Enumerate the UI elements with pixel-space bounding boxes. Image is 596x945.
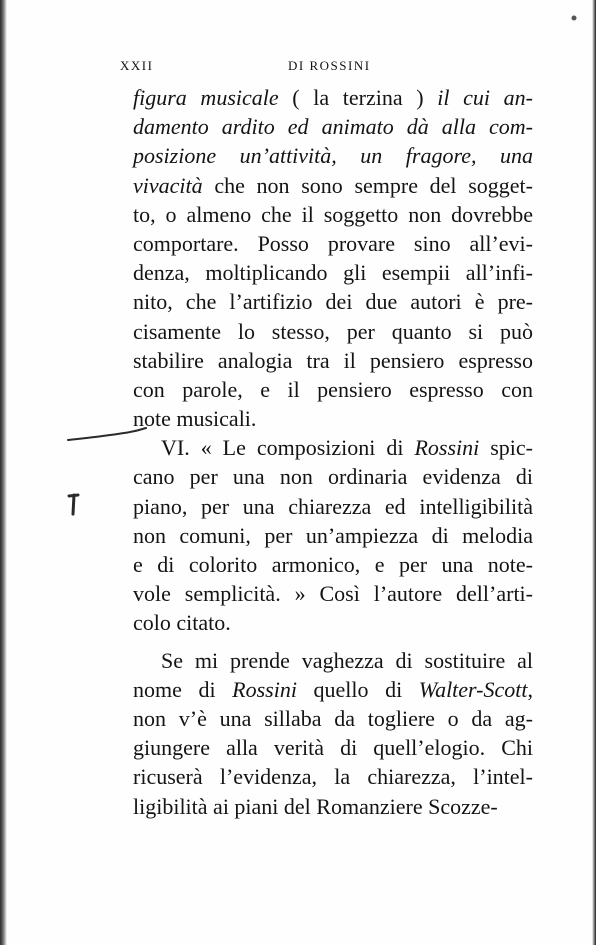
text-run: comportare. Posso provare sino all’evi- [133, 230, 533, 256]
text-line [133, 462, 533, 491]
text-line [133, 521, 533, 550]
text-run: colo citato. [133, 610, 231, 636]
text-run: nome di [133, 676, 233, 702]
running-head: DI ROSSINI [288, 58, 371, 73]
text-run: Se mi prende vaghezza di sostituire al [161, 647, 533, 673]
text-run: giungere alla verità di quell’elogio. Chi [133, 735, 533, 761]
italic-text: posizione un’attività, un fragore, una [133, 143, 533, 169]
text-run: VI. « Le composizioni di [161, 435, 415, 461]
text-line [133, 258, 533, 287]
text-run: cano per una non ordinaria evidenza di [133, 464, 533, 490]
text-line [133, 200, 533, 229]
text-line [133, 646, 533, 675]
text-run: non comuni, per un’ampiezza di melodia [133, 522, 533, 548]
text-line [133, 675, 533, 704]
text-run: note musicali. [133, 406, 257, 432]
page-number: XXII [120, 58, 154, 73]
text-line [133, 141, 533, 170]
text-line [133, 433, 533, 462]
text-run: nito, che l’artifizio dei due autori è pre- [133, 289, 533, 315]
italic-text: figura musicale [133, 85, 279, 110]
text-run: spic- [479, 435, 533, 461]
italic-text: Walter-Scott [418, 676, 528, 702]
text-line [133, 608, 533, 637]
italic-text: Rossini [414, 435, 480, 461]
text-line [133, 579, 533, 608]
text-line [133, 287, 533, 316]
text-run: e di colorito armonico, e per una note- [133, 552, 533, 577]
text-run: cisamente lo stesso, per quanto si può [133, 318, 533, 344]
text-run: che non sono sempre del sogget- [202, 172, 533, 198]
text-line [133, 317, 533, 346]
text-run: denza, moltiplicando gli esempii all’infi- [133, 260, 533, 286]
text-run: non v’è una sillaba da togliere o da ag- [133, 705, 533, 731]
text-run: , [527, 676, 533, 702]
text-line [133, 404, 533, 433]
page-edge-right [592, 0, 596, 945]
page-header [120, 58, 522, 78]
margin-ink-mark [66, 492, 82, 518]
text-line [133, 375, 533, 404]
text-line [133, 112, 533, 141]
text-line [133, 762, 533, 791]
text-run: to, o almeno che il soggetto non dovrebbe [133, 201, 533, 227]
text-run: ( la terzina ) [278, 85, 438, 110]
text-run: stabilire analogia tra il pensiero espresso [133, 347, 533, 373]
text-run: piano, per una chiarezza ed intelligibilità [133, 493, 533, 519]
text-run: con parole, e il pensiero espresso con [133, 376, 533, 402]
body-text [133, 83, 533, 821]
text-run: quello di [296, 676, 419, 702]
text-line [133, 346, 533, 375]
text-line [133, 704, 533, 733]
text-line [133, 83, 533, 112]
italic-text: vivacità [133, 172, 203, 198]
text-line [133, 792, 533, 821]
text-line [133, 171, 533, 200]
text-line [133, 550, 533, 579]
text-run: ricuserà l’evidenza, la chiarezza, l’intel- [133, 764, 533, 790]
italic-text: damento ardito ed animato dà alla com- [133, 114, 533, 140]
text-line [133, 492, 533, 521]
margin-dot [570, 12, 578, 24]
italic-text: Rossini [232, 676, 297, 702]
text-run: ligibilità ai piani del Romanziere Scozze- [133, 793, 498, 819]
text-run: vole semplicità. » Così l’autore dell’arti- [133, 581, 533, 607]
text-line [133, 733, 533, 762]
italic-text: il cui an- [437, 85, 533, 110]
page-edge-left [0, 0, 7, 945]
text-line [133, 229, 533, 258]
